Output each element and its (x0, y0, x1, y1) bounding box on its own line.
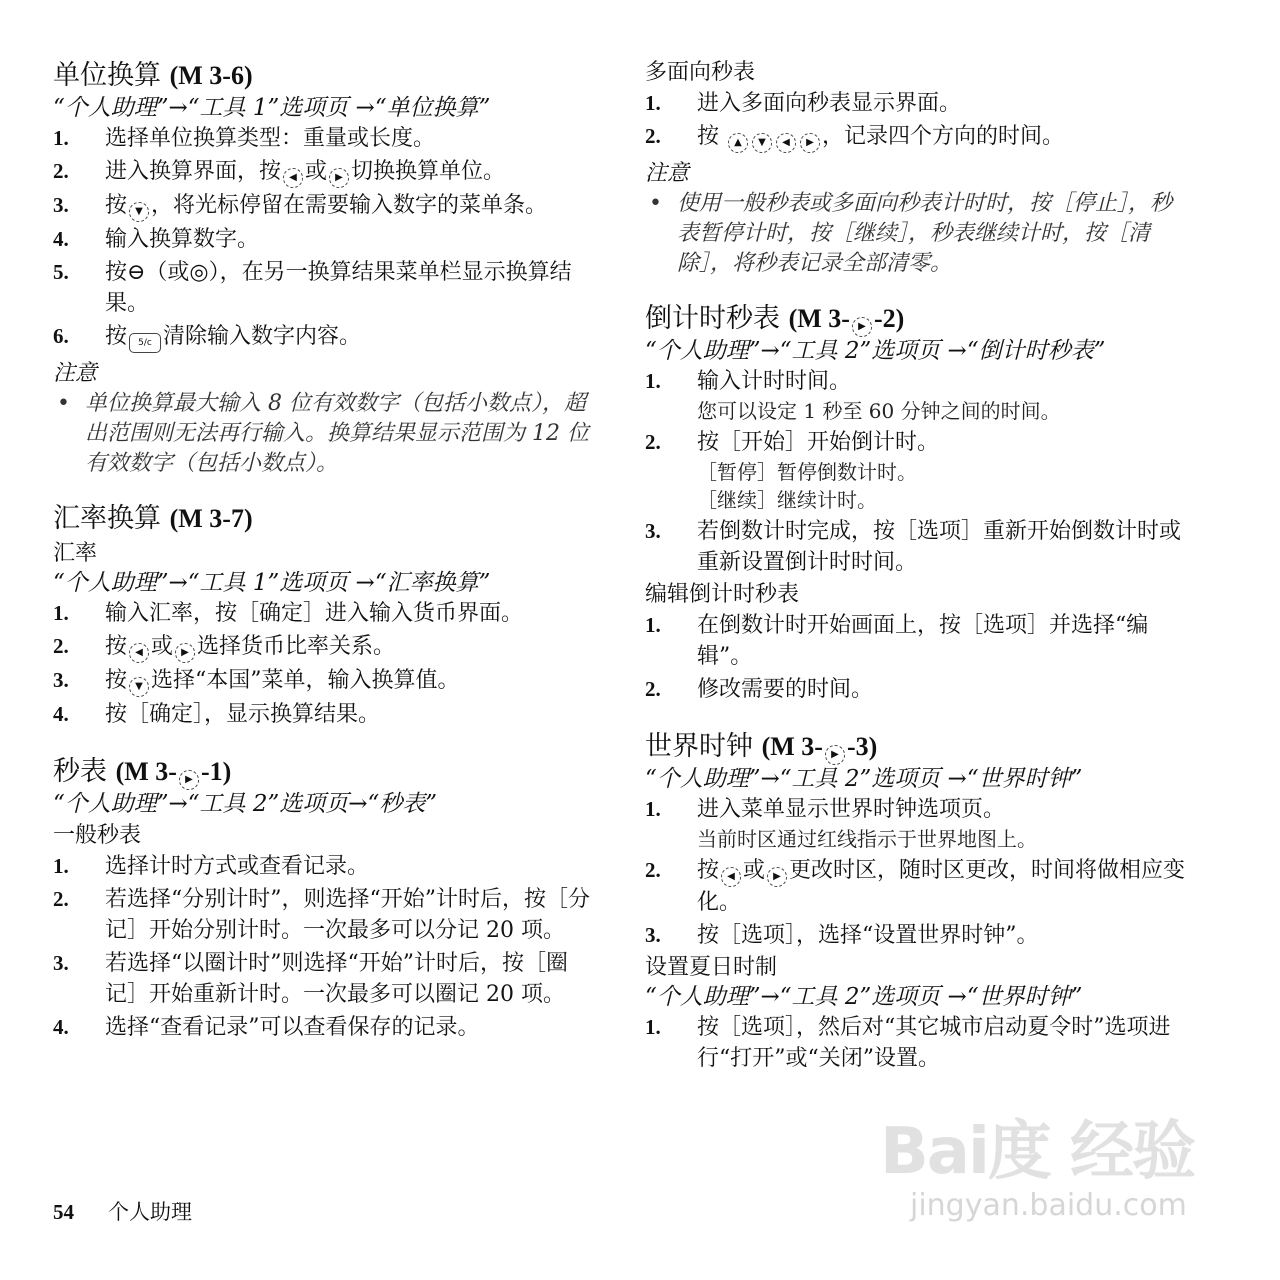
right-key-icon: ▶ (767, 867, 787, 887)
note-bullet: • 使用一般秒表或多面向秒表计时时，按［停止］，秒表暂停计时，按［继续］，秒表继续计时，按［清除］，将秒表记录全部清零。 (649, 191, 1173, 276)
left-key-icon: ◀ (283, 168, 303, 188)
clear-key-icon: 5/c (129, 333, 161, 353)
note-label: 注意 (53, 361, 98, 386)
right-key-icon: ▶ (800, 133, 820, 153)
watermark-url: jingyan.baidu.com (910, 1188, 1187, 1223)
step-item: 1. 进入多面向秒表显示界面。 (645, 91, 962, 116)
step-item: 1. 在倒数计时开始画面上，按［选项］并选择“编辑”。 (645, 613, 1149, 669)
subheading: 多面向秒表 (645, 60, 756, 85)
down-key-icon: ▼ (129, 677, 149, 697)
step-list (645, 366, 1190, 578)
step-list (645, 794, 1190, 951)
section-heading-world-clock: 世界时钟 (M 3- ▶ -3) (645, 729, 1190, 765)
step-item: 2. 按［开始］开始倒计时。 ［暂停］暂停倒数计时。 ［继续］继续计时。 (645, 430, 940, 512)
right-key-icon: ▶ (852, 317, 872, 337)
right-key-icon: ▶ (825, 745, 845, 765)
left-key-icon: ◀ (129, 643, 149, 663)
watermark-logo: Bai度 经验 jingyan.baidu.com (880, 1115, 1195, 1223)
down-key-icon: ▼ (129, 202, 149, 222)
bullet-icon: • (649, 191, 662, 216)
subheading: 编辑倒计时秒表 (645, 582, 800, 607)
subheading: 汇率 (53, 541, 98, 566)
section-heading-currency: 汇率换算 (M 3-7) (53, 503, 253, 534)
section-heading-unit-conversion: 单位换算 (M 3-6) (53, 60, 253, 91)
down-key-icon: ▼ (752, 133, 772, 153)
subheading: 设置夏日时制 (645, 955, 778, 980)
step-item: 5. 按⊖（或◎），在另一换算结果菜单栏显示换算结果。 (53, 260, 572, 316)
step-list (53, 123, 598, 353)
step-item: 1. 进入菜单显示世界时钟选项页。 当前时区通过红线指示于世界地图上。 (645, 797, 1037, 851)
left-key-icon: ◀ (776, 133, 796, 153)
step-list (53, 598, 598, 730)
note-bullet: • 单位换算最大输入 8 位有效数字（包括小数点），超出范围则无法再行输入。换算结果显示范围为 12 位有效数字（包括小数点）。 (57, 391, 589, 476)
note-label: 注意 (645, 161, 690, 186)
step-list (645, 88, 1190, 153)
step-item: 6. 按 5/c 清除输入数字内容。 (53, 321, 598, 353)
menu-path: “个人助理”→“工具 2”选项页→“秒表” (53, 791, 438, 817)
step-item: 4. 按［确定］，显示换算结果。 (53, 702, 381, 727)
step-item: 2. 按 ◀ 或 ▶ 更改时区，随时区更改，时间将做相应变化。 (645, 858, 1186, 915)
step-item: 1. 输入汇率，按［确定］进入输入货币界面。 (53, 601, 524, 626)
right-column (645, 58, 1190, 1076)
step-item: 3. 按［选项］，选择“设置世界时钟”。 (645, 923, 1039, 948)
menu-path: “个人助理”→“工具 2”选项页 →“世界时钟” (645, 984, 1083, 1010)
section-heading-stopwatch: 秒表 (M 3- ▶ -1) (53, 754, 598, 790)
up-key-icon: ▲ (728, 133, 748, 153)
right-key-icon: ▶ (329, 168, 349, 188)
subheading: 一般秒表 (53, 823, 142, 848)
menu-path: “个人助理”→“工具 2”选项页 →“倒计时秒表” (645, 338, 1106, 364)
left-column (53, 58, 598, 1045)
step-item: 2. 进入换算界面，按 ◀ 或 ▶ 切换换算单位。 (53, 156, 598, 188)
bullet-icon: • (57, 391, 70, 416)
right-key-icon: ▶ (179, 770, 199, 790)
step-list (645, 1012, 1190, 1074)
step-item: 1. 按［选项］，然后对“其它城市启动夏令时”选项进行“打开”或“关闭”设置。 (645, 1015, 1171, 1071)
step-item: 3. 若倒数计时完成，按［选项］重新开始倒数计时或重新设置倒计时时间。 (645, 519, 1182, 575)
section-heading-countdown: 倒计时秒表 (M 3- ▶ -2) (645, 301, 1190, 337)
step-item: 1. 选择单位换算类型：重量或长度。 (53, 126, 436, 151)
menu-path: “个人助理”→“工具 1”选项页 →“单位换算” (53, 95, 491, 121)
menu-path: “个人助理”→“工具 2”选项页 →“世界时钟” (645, 766, 1083, 792)
step-item: 3. 按 ▼ ，将光标停留在需要输入数字的菜单条。 (53, 190, 598, 222)
step-item: 1. 输入计时时间。 您可以设定 1 秒至 60 分钟之间的时间。 (645, 369, 1061, 423)
step-item: 1. 选择计时方式或查看记录。 (53, 854, 370, 879)
step-item: 3. 按 ▼ 选择“本国”菜单，输入换算值。 (53, 665, 598, 697)
step-item: 4. 选择“查看记录”可以查看保存的记录。 (53, 1015, 480, 1040)
step-list (645, 610, 1190, 705)
page-footer (53, 1196, 192, 1226)
menu-path: “个人助理”→“工具 1”选项页 →“汇率换算” (53, 570, 491, 596)
step-item: 2. 按 ▲ ▼ ◀ ▶ ，记录四个方向的时间。 (645, 121, 1190, 153)
step-item: 2. 修改需要的时间。 (645, 677, 874, 702)
step-item: 2. 若选择“分别计时”，则选择“开始”计时后，按［分记］开始分别计时。一次最多可以分记 20 项。 (53, 887, 590, 943)
footer-label: 个人助理 (108, 1200, 192, 1224)
left-key-icon: ◀ (721, 867, 741, 887)
page-number: 54 (53, 1200, 74, 1224)
step-item: 2. 按 ◀ 或 ▶ 选择货币比率关系。 (53, 631, 598, 663)
right-key-icon: ▶ (175, 643, 195, 663)
step-list (53, 851, 598, 1043)
step-item: 3. 若选择“以圈计时”则选择“开始”计时后，按［圈记］开始重新计时。一次最多可以圈记 20 项。 (53, 951, 568, 1007)
step-item: 4. 输入换算数字。 (53, 227, 260, 252)
